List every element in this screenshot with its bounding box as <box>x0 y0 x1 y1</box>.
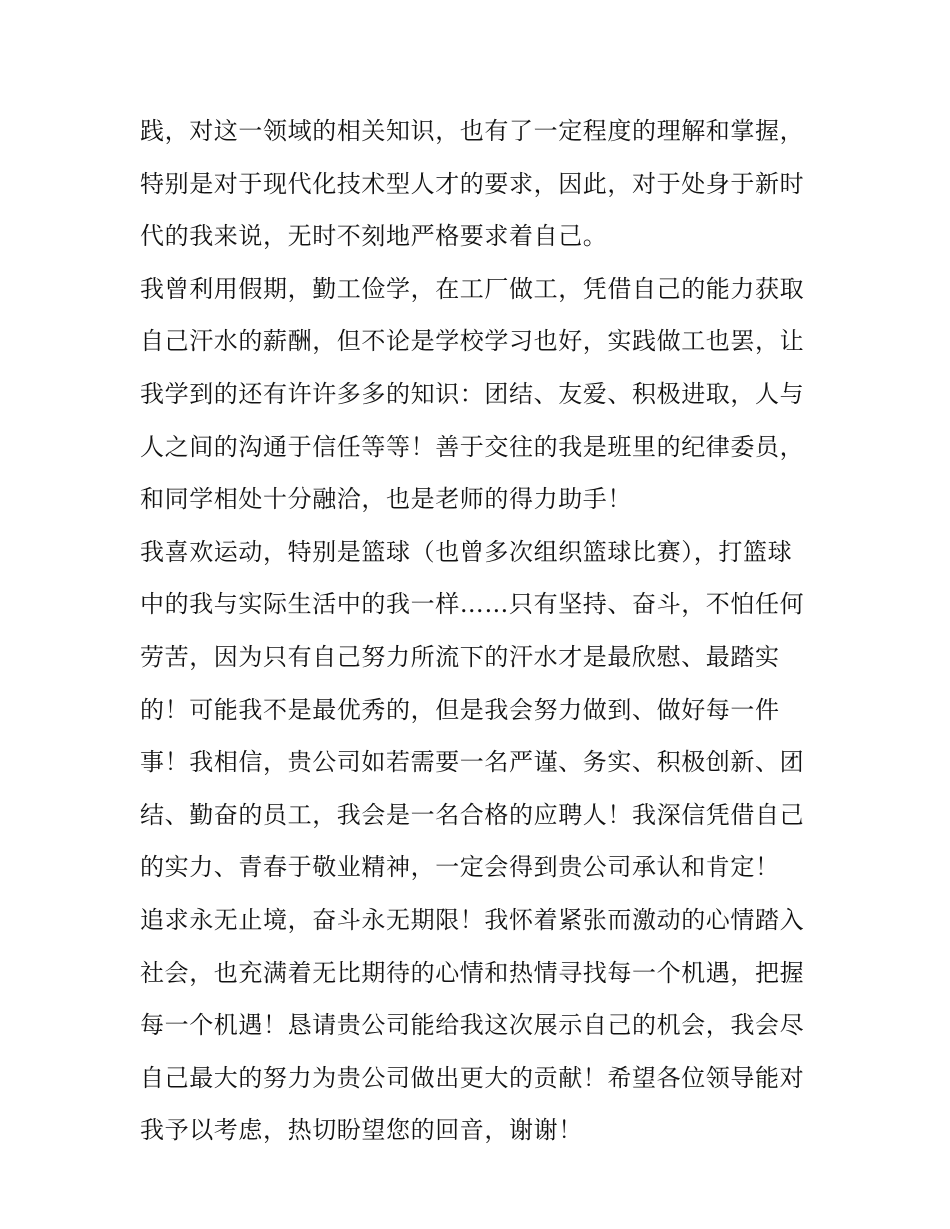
text-line: 每一个机遇！恳请贵公司能给我这次展示自己的机会，我会尽 <box>140 1011 805 1040</box>
text-line: 特别是对于现代化技术型人才的要求，因此，对于处身于新时 <box>140 169 805 198</box>
text-line: 事！我相信，贵公司如若需要一名严谨、务实、积极创新、团 <box>140 748 805 777</box>
text-line: 践，对这一领域的相关知识，也有了一定程度的理解和掌握， <box>140 117 805 145</box>
text-line: 我喜欢运动，特别是篮球（也曾多次组织篮球比赛），打篮球 <box>140 537 793 566</box>
text-line: 人之间的沟通于信任等等！善于交往的我是班里的纪律委员， <box>140 432 805 461</box>
text-line: 追求永无止境，奋斗永无期限！我怀着紧张而激动的心情踏入 <box>140 905 805 934</box>
text-line: 我予以考虑，热切盼望您的回音，谢谢！ <box>140 1116 583 1145</box>
text-line: 的实力、青春于敬业精神，一定会得到贵公司承认和肯定！ <box>140 853 780 882</box>
text-line: 代的我来说，无时不刻地严格要求着自己。 <box>140 222 608 251</box>
text-line: 自己汗水的薪酬，但不论是学校学习也好，实践做工也罢，让 <box>140 327 805 356</box>
document-body <box>140 105 820 1157</box>
text-line: 我学到的还有许许多多的知识：团结、友爱、积极进取，人与 <box>140 379 805 408</box>
text-line: 劳苦，因为只有自己努力所流下的汗水才是最欣慰、最踏实 <box>140 642 780 671</box>
text-line: 中的我与实际生活中的我一样……只有坚持、奋斗，不怕任何 <box>140 590 805 619</box>
text-line: 我曾利用假期，勤工俭学，在工厂做工，凭借自己的能力获取 <box>140 274 805 303</box>
text-line: 自己最大的努力为贵公司做出更大的贡献！希望各位领导能对 <box>140 1063 805 1092</box>
text-line: 社会，也充满着无比期待的心情和热情寻找每一个机遇，把握 <box>140 958 805 987</box>
text-line: 结、勤奋的员工，我会是一名合格的应聘人！我深信凭借自己 <box>140 800 805 829</box>
text-line: 的！可能我不是最优秀的，但是我会努力做到、做好每一件 <box>140 695 780 724</box>
text-line: 和同学相处十分融洽，也是老师的得力助手！ <box>140 485 632 514</box>
